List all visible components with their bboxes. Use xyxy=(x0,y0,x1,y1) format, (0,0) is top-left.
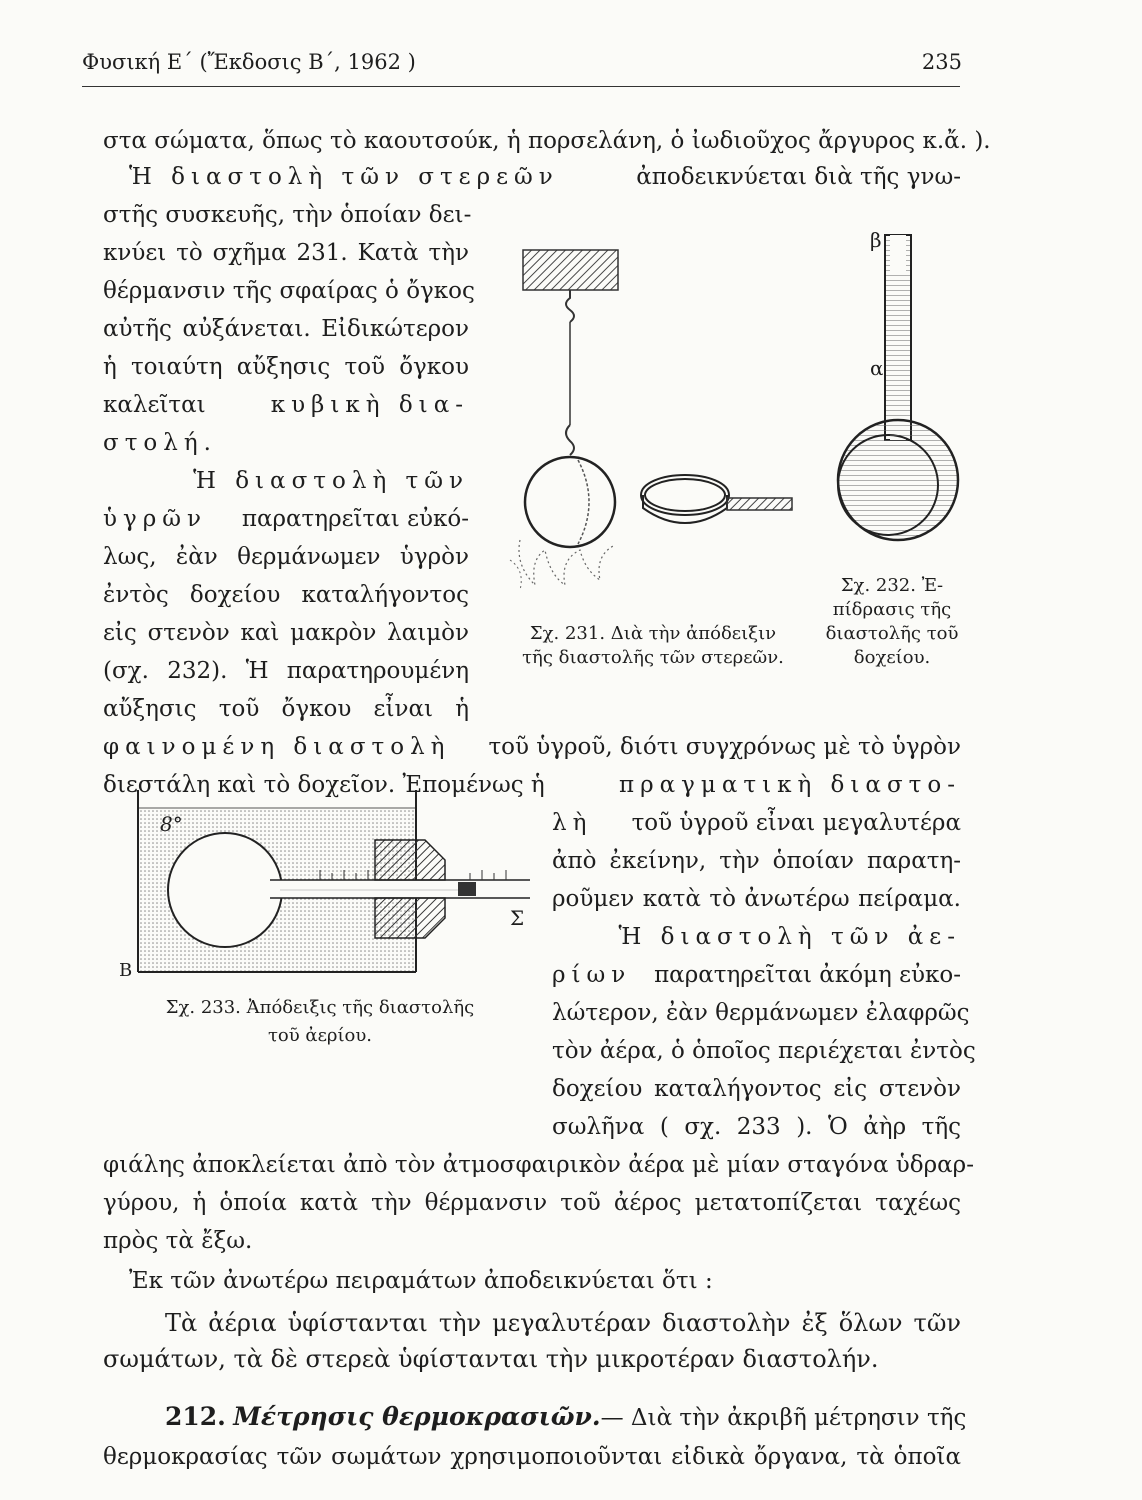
text-line: κνύει τὸ σχῆμα 231. Κατὰ τὴν xyxy=(103,240,469,266)
text-line: πρὸς τὰ ἔξω. xyxy=(103,1228,253,1254)
page-number: 235 xyxy=(921,50,962,74)
fig231-caption-line: Σχ. 231. Διὰ τὴν ἀπόδειξιν xyxy=(529,623,777,644)
text-span: διεστάλη καὶ τὸ δοχεῖον. Ἐπομένως ἡ xyxy=(103,772,545,798)
text-line xyxy=(552,808,961,838)
text-line: στῆς συσκευῆς, τὴν ὁποίαν δει- xyxy=(103,202,472,228)
fig231-apparatus xyxy=(490,240,810,610)
text-line: Τὰ ἀέρια ὑφίστανται τὴν μεγαλυτέραν διαστολὴν ἐξ ὅλων τῶν xyxy=(165,1309,961,1337)
spaced-term: ὑγρῶν xyxy=(103,506,207,532)
running-title: Φυσική Ε΄ (Ἔκδοσις Β΄, 1962 ) xyxy=(82,50,416,74)
text-span: τοῦ ὑγροῦ εἶναι μεγαλυτέρα xyxy=(631,810,961,836)
text-span: καλεῖται xyxy=(103,392,206,418)
fig233-apparatus xyxy=(120,790,540,990)
text-line xyxy=(103,732,961,762)
text-line: λως, ἐὰν θερμάνωμεν ὑγρὸν xyxy=(103,544,469,570)
text-line xyxy=(552,960,961,990)
text-span: παρατηρεῖται εὐκό- xyxy=(241,506,469,532)
text-line: (σχ. 232). Ἡ παρατηρουμένη xyxy=(103,658,469,684)
fig233-caption-line: Σχ. 233. Ἀπόδειξις τῆς διαστολῆς xyxy=(165,997,475,1018)
fig232-caption-line: διαστολῆς τοῦ xyxy=(825,623,959,644)
text-line xyxy=(103,390,469,420)
text-line: στα σώματα, ὅπως τὸ καουτσούκ, ἡ πορσελάνη, ὁ ἰωδιοῦχος ἄργυρος κ.ἄ. ). xyxy=(103,128,991,154)
fig232-flask xyxy=(830,220,970,570)
text-span: — Διὰ τὴν ἀκριβῆ μέτρησιν τῆς xyxy=(600,1405,967,1431)
text-line: ἐντὸς δοχείου καταλήγοντος xyxy=(103,582,469,608)
text-line: τὸν ἀέρα, ὁ ὁποῖος περιέχεται ἐντὸς xyxy=(552,1038,976,1064)
section-number: 212. xyxy=(165,1402,226,1431)
fig233-caption-line: τοῦ ἀερίου. xyxy=(267,1025,373,1046)
spaced-term: πραγματικὴ διαστο- xyxy=(618,772,961,798)
fig233-label-sigma: Σ xyxy=(510,906,525,930)
text-line xyxy=(129,162,961,192)
fig233-label-b: B xyxy=(119,960,133,981)
section-title: Μέτρησις θερμοκρασιῶν. xyxy=(233,1402,601,1431)
fig232-label-a: α xyxy=(870,356,884,380)
text-line: λώτερον, ἐὰν θερμάνωμεν ἐλαφρῶς xyxy=(552,1000,970,1026)
fig232-caption-line: δοχείου. xyxy=(853,647,931,668)
fig232-caption-line: πίδρασις τῆς xyxy=(832,599,952,620)
text-line: θερμοκρασίας τῶν σωμάτων χρησιμοποιοῦνται εἰδικὰ ὄργανα, τὰ ὁποῖα xyxy=(103,1444,961,1470)
fig233-label-temp: 8° xyxy=(160,812,183,836)
text-line: δοχείου καταλήγοντος εἰς στενὸν xyxy=(552,1076,961,1102)
text-span: ἀποδεικνύεται διὰ τῆς γνω- xyxy=(636,164,961,190)
text-line: αὐτῆς αὐξάνεται. Εἰδικώτερον xyxy=(103,316,469,342)
spaced-term: Ἡ διαστολὴ τῶν στερεῶν xyxy=(129,164,559,190)
spaced-term: στολή. xyxy=(103,430,217,456)
text-span: παρατηρεῖται ἀκόμη εὐκο- xyxy=(654,962,961,988)
text-line: γύρου, ἡ ὁποία κατὰ τὴν θέρμανσιν τοῦ ἀέρος μετατοπίζεται ταχέως xyxy=(103,1190,961,1216)
text-line: ροῦμεν κατὰ τὸ ἀνωτέρω πείραμα. xyxy=(552,886,961,912)
text-line: εἰς στενὸν καὶ μακρὸν λαιμὸν xyxy=(103,620,469,646)
header-rule xyxy=(82,86,960,87)
fig232-label-b: β xyxy=(870,228,882,252)
text-line: Ἐκ τῶν ἀνωτέρω πειραμάτων ἀποδεικνύεται ὅτι : xyxy=(129,1268,713,1294)
spaced-term: ρίων xyxy=(552,962,632,988)
fig231-caption-line: τῆς διαστολῆς τῶν στερεῶν. xyxy=(522,647,784,668)
spaced-term: Ἡ διαστολὴ τῶν xyxy=(193,468,469,494)
text-line: θέρμανσιν τῆς σφαίρας ὁ ὄγκος xyxy=(103,278,475,304)
spaced-term: λὴ xyxy=(552,810,593,836)
text-line: ἀπὸ ἐκείνην, τὴν ὁποίαν παρατη- xyxy=(552,848,961,874)
text-line: αὔξησις τοῦ ὄγκου εἶναι ἡ xyxy=(103,696,469,722)
text-line: σωμάτων, τὰ δὲ στερεὰ ὑφίστανται τὴν μικροτέραν διαστολήν. xyxy=(103,1345,879,1373)
fig232-caption-line: Σχ. 232. Ἐ- xyxy=(840,575,944,596)
spaced-term: Ἡ διαστολὴ τῶν ἀε- xyxy=(618,924,961,950)
spaced-term: φαινομένη διαστολὴ xyxy=(103,734,451,760)
section-heading-line xyxy=(165,1402,967,1433)
text-line: σωλῆνα ( σχ. 233 ). Ὁ ἀὴρ τῆς xyxy=(552,1114,961,1140)
text-line xyxy=(103,504,469,534)
text-span: τοῦ ὑγροῦ, διότι συγχρόνως μὲ τὸ ὑγρὸν xyxy=(488,734,961,760)
text-line: ἡ τοιαύτη αὔξησις τοῦ ὄγκου xyxy=(103,354,469,380)
spaced-term: κυβικὴ δια- xyxy=(270,392,469,418)
text-line: φιάλης ἀποκλείεται ἀπὸ τὸν ἀτμοσφαιρικὸν ἀέρα μὲ μίαν σταγόνα ὑδραρ- xyxy=(103,1152,974,1178)
